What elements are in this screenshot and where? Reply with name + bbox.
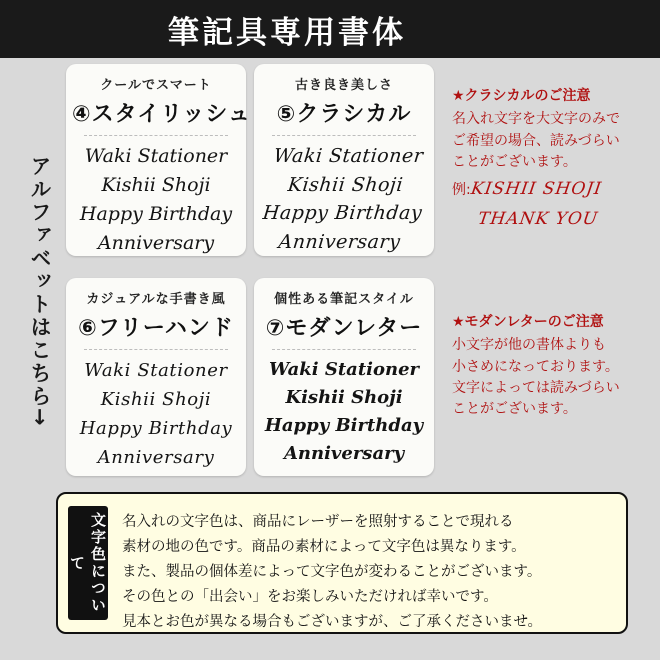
page-title: 筆記具専用書体 bbox=[168, 14, 406, 51]
font-card-subtitle: クールでスマート bbox=[100, 78, 212, 93]
note-line: ことがございます。 bbox=[452, 153, 577, 170]
note-classical bbox=[452, 86, 652, 233]
font-card-name: フリーハンド bbox=[97, 316, 234, 341]
color-note-line: 見本とお色が異なる場合もございますが、ご了承くださいませ。 bbox=[122, 613, 543, 630]
font-card-title bbox=[72, 311, 240, 342]
note-example-2 bbox=[452, 207, 652, 233]
sample-line: Happy Birthday bbox=[79, 418, 233, 440]
color-note-line: その色との「出会い」をお楽しみいただければ幸いです。 bbox=[122, 588, 498, 605]
card-divider bbox=[272, 349, 416, 350]
font-sample-lines bbox=[254, 142, 434, 256]
note-line: 名入れ文字を大文字のみで bbox=[452, 111, 620, 128]
card-divider bbox=[84, 135, 228, 136]
font-card-number: ④ bbox=[72, 102, 92, 127]
note-modern-letter bbox=[452, 312, 652, 420]
font-card-number: ⑥ bbox=[78, 316, 98, 341]
sample-line: Waki Stationer bbox=[84, 360, 228, 381]
sample-line: Anniversary bbox=[277, 230, 402, 253]
font-card-title bbox=[72, 97, 251, 128]
note-line: ことがございます。 bbox=[452, 401, 577, 418]
sample-line: Waki Stationer bbox=[268, 359, 420, 380]
sample-line: Happy Birthday bbox=[261, 202, 424, 224]
color-note-line: 名入れの文字色は、商品にレーザーを照射することで現れる bbox=[122, 514, 514, 530]
color-note-tab: 文字色について bbox=[68, 506, 108, 620]
note-body bbox=[452, 109, 652, 173]
font-card-name: モダンレター bbox=[285, 316, 423, 341]
note-example-label: 例: bbox=[452, 182, 471, 199]
note-body bbox=[452, 335, 652, 420]
sample-line: Waki Stationer bbox=[84, 145, 228, 167]
color-note-line: また、製品の個体差によって文字色が変わることがございます。 bbox=[122, 563, 542, 580]
font-card-freehand[interactable] bbox=[66, 278, 246, 476]
color-note-text bbox=[108, 494, 626, 632]
note-line: 小文字が他の書体よりも bbox=[452, 337, 606, 354]
color-note-box bbox=[56, 492, 628, 634]
sample-line: Kishii Shoji bbox=[286, 173, 405, 196]
font-card-subtitle: 古き良き美しさ bbox=[294, 78, 393, 93]
font-card-subtitle: 個性ある筆記スタイル bbox=[274, 292, 414, 307]
font-card-number: ⑦ bbox=[265, 316, 286, 341]
sample-line: Kishii Shoji bbox=[100, 389, 212, 411]
sample-line: Kishii Shoji bbox=[101, 173, 211, 196]
note-heading: ★モダンレターのご注意 bbox=[452, 314, 604, 330]
sample-line: Anniversary bbox=[283, 442, 405, 464]
font-card-modern-letter[interactable] bbox=[254, 278, 434, 476]
note-heading: ★クラシカルのご注意 bbox=[452, 88, 591, 104]
card-divider bbox=[84, 349, 228, 350]
sample-line: Happy Birthday bbox=[264, 414, 424, 436]
alphabet-side-label: アルファベットはこちら→ bbox=[28, 154, 52, 428]
font-card-classical[interactable] bbox=[254, 64, 434, 256]
sample-line: Waki Stationer bbox=[272, 145, 425, 167]
note-line: 小さめになっております。 bbox=[452, 358, 619, 375]
font-card-name: クラシカル bbox=[296, 102, 412, 127]
color-note-line: 素材の地の色です。商品の素材によって文字色は異なります。 bbox=[122, 538, 526, 555]
page-header bbox=[0, 0, 660, 58]
note-line: 文字によっては読みづらい bbox=[452, 379, 620, 396]
font-card-title bbox=[260, 97, 428, 128]
note-example bbox=[452, 177, 652, 203]
font-card-stylish[interactable] bbox=[66, 64, 251, 256]
font-sample-lines bbox=[260, 356, 428, 468]
sample-line: Anniversary bbox=[97, 231, 215, 254]
font-sample-lines bbox=[72, 356, 240, 473]
font-card-title bbox=[260, 311, 428, 342]
font-card-name: スタイリッシュ bbox=[91, 102, 251, 127]
sample-line: Anniversary bbox=[97, 447, 215, 469]
note-example-line-2: THANK YOU bbox=[476, 208, 600, 229]
sample-line: Kishii Shoji bbox=[285, 386, 403, 408]
note-line: ご希望の場合、読みづらい bbox=[452, 132, 620, 149]
card-divider bbox=[272, 135, 416, 136]
font-sample-lines bbox=[72, 142, 240, 258]
font-card-number: ⑤ bbox=[276, 102, 297, 127]
note-example-line-1: KISHII SHOJI bbox=[469, 179, 603, 200]
font-card-subtitle: カジュアルな手書き風 bbox=[86, 292, 226, 307]
sample-line: Happy Birthday bbox=[79, 202, 233, 225]
